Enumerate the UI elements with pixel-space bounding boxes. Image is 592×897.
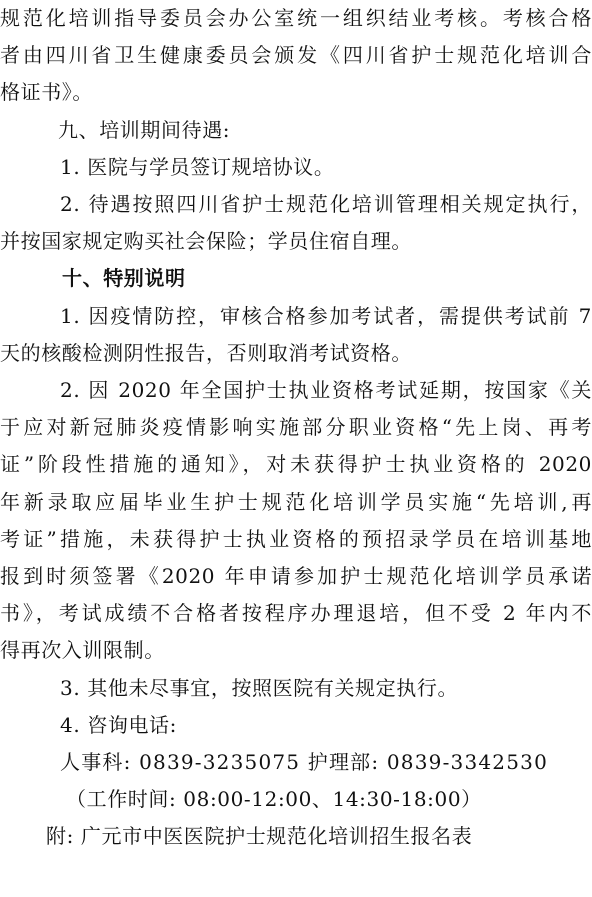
- list-item: 1. 医院与学员签订规培协议。: [60, 155, 335, 179]
- list-item-continuation: 天的核酸检测阴性报告，否则取消考试资格。: [0, 341, 412, 365]
- list-item-continuation: 并按国家规定购买社会保险；学员住宿自理。: [0, 229, 412, 253]
- section-heading-benefits: 九、培训期间待遇:: [58, 118, 231, 142]
- list-item: 1. 因疫情防控，审核合格参加考试者，需提供考试前 7: [60, 304, 592, 328]
- list-item-continuation: 于应对新冠肺炎疫情影响实施部分职业资格“先上岗、再考: [0, 415, 592, 439]
- paragraph-line: 者由四川省卫生健康委员会颁发《四川省护士规范化培训合: [0, 43, 592, 67]
- section-heading-special-notes: 十、特别说明: [62, 266, 186, 290]
- list-item: 3. 其他未尽事宜，按照医院有关规定执行。: [60, 676, 459, 700]
- list-item-continuation: 得再次入训限制。: [0, 638, 165, 662]
- attachment-note: 附: 广元市中医医院护士规范化培训招生报名表: [46, 824, 473, 848]
- list-item-continuation: 考证”措施，未获得护士执业资格的预招录学员在培训基地: [0, 527, 592, 551]
- list-item: 2. 因 2020 年全国护士执业资格考试延期，按国家《关: [60, 378, 592, 402]
- paragraph-line: 规范化培训指导委员会办公室统一组织结业考核。考核合格: [0, 6, 592, 30]
- contact-phones: 人事科: 0839-3235075 护理部: 0839-3342530: [60, 750, 549, 774]
- list-item: 4. 咨询电话:: [60, 713, 177, 737]
- list-item-continuation: 证”阶段性措施的通知》，对未获得护士执业资格的 2020: [0, 452, 592, 476]
- list-item-continuation: 年新录取应届毕业生护士规范化培训学员实施“先培训,再: [0, 490, 592, 514]
- working-hours: （工作时间: 08:00-12:00、14:30-18:00）: [66, 787, 482, 811]
- paragraph-line: 格证书》。: [0, 80, 93, 104]
- list-item-continuation: 书》，考试成绩不合格者按程序办理退培，但不受 2 年内不: [0, 601, 592, 625]
- list-item-continuation: 报到时须签署《2020 年申请参加护士规范化培训学员承诺: [0, 564, 592, 588]
- list-item: 2. 待遇按照四川省护士规范化培训管理相关规定执行，: [60, 192, 592, 216]
